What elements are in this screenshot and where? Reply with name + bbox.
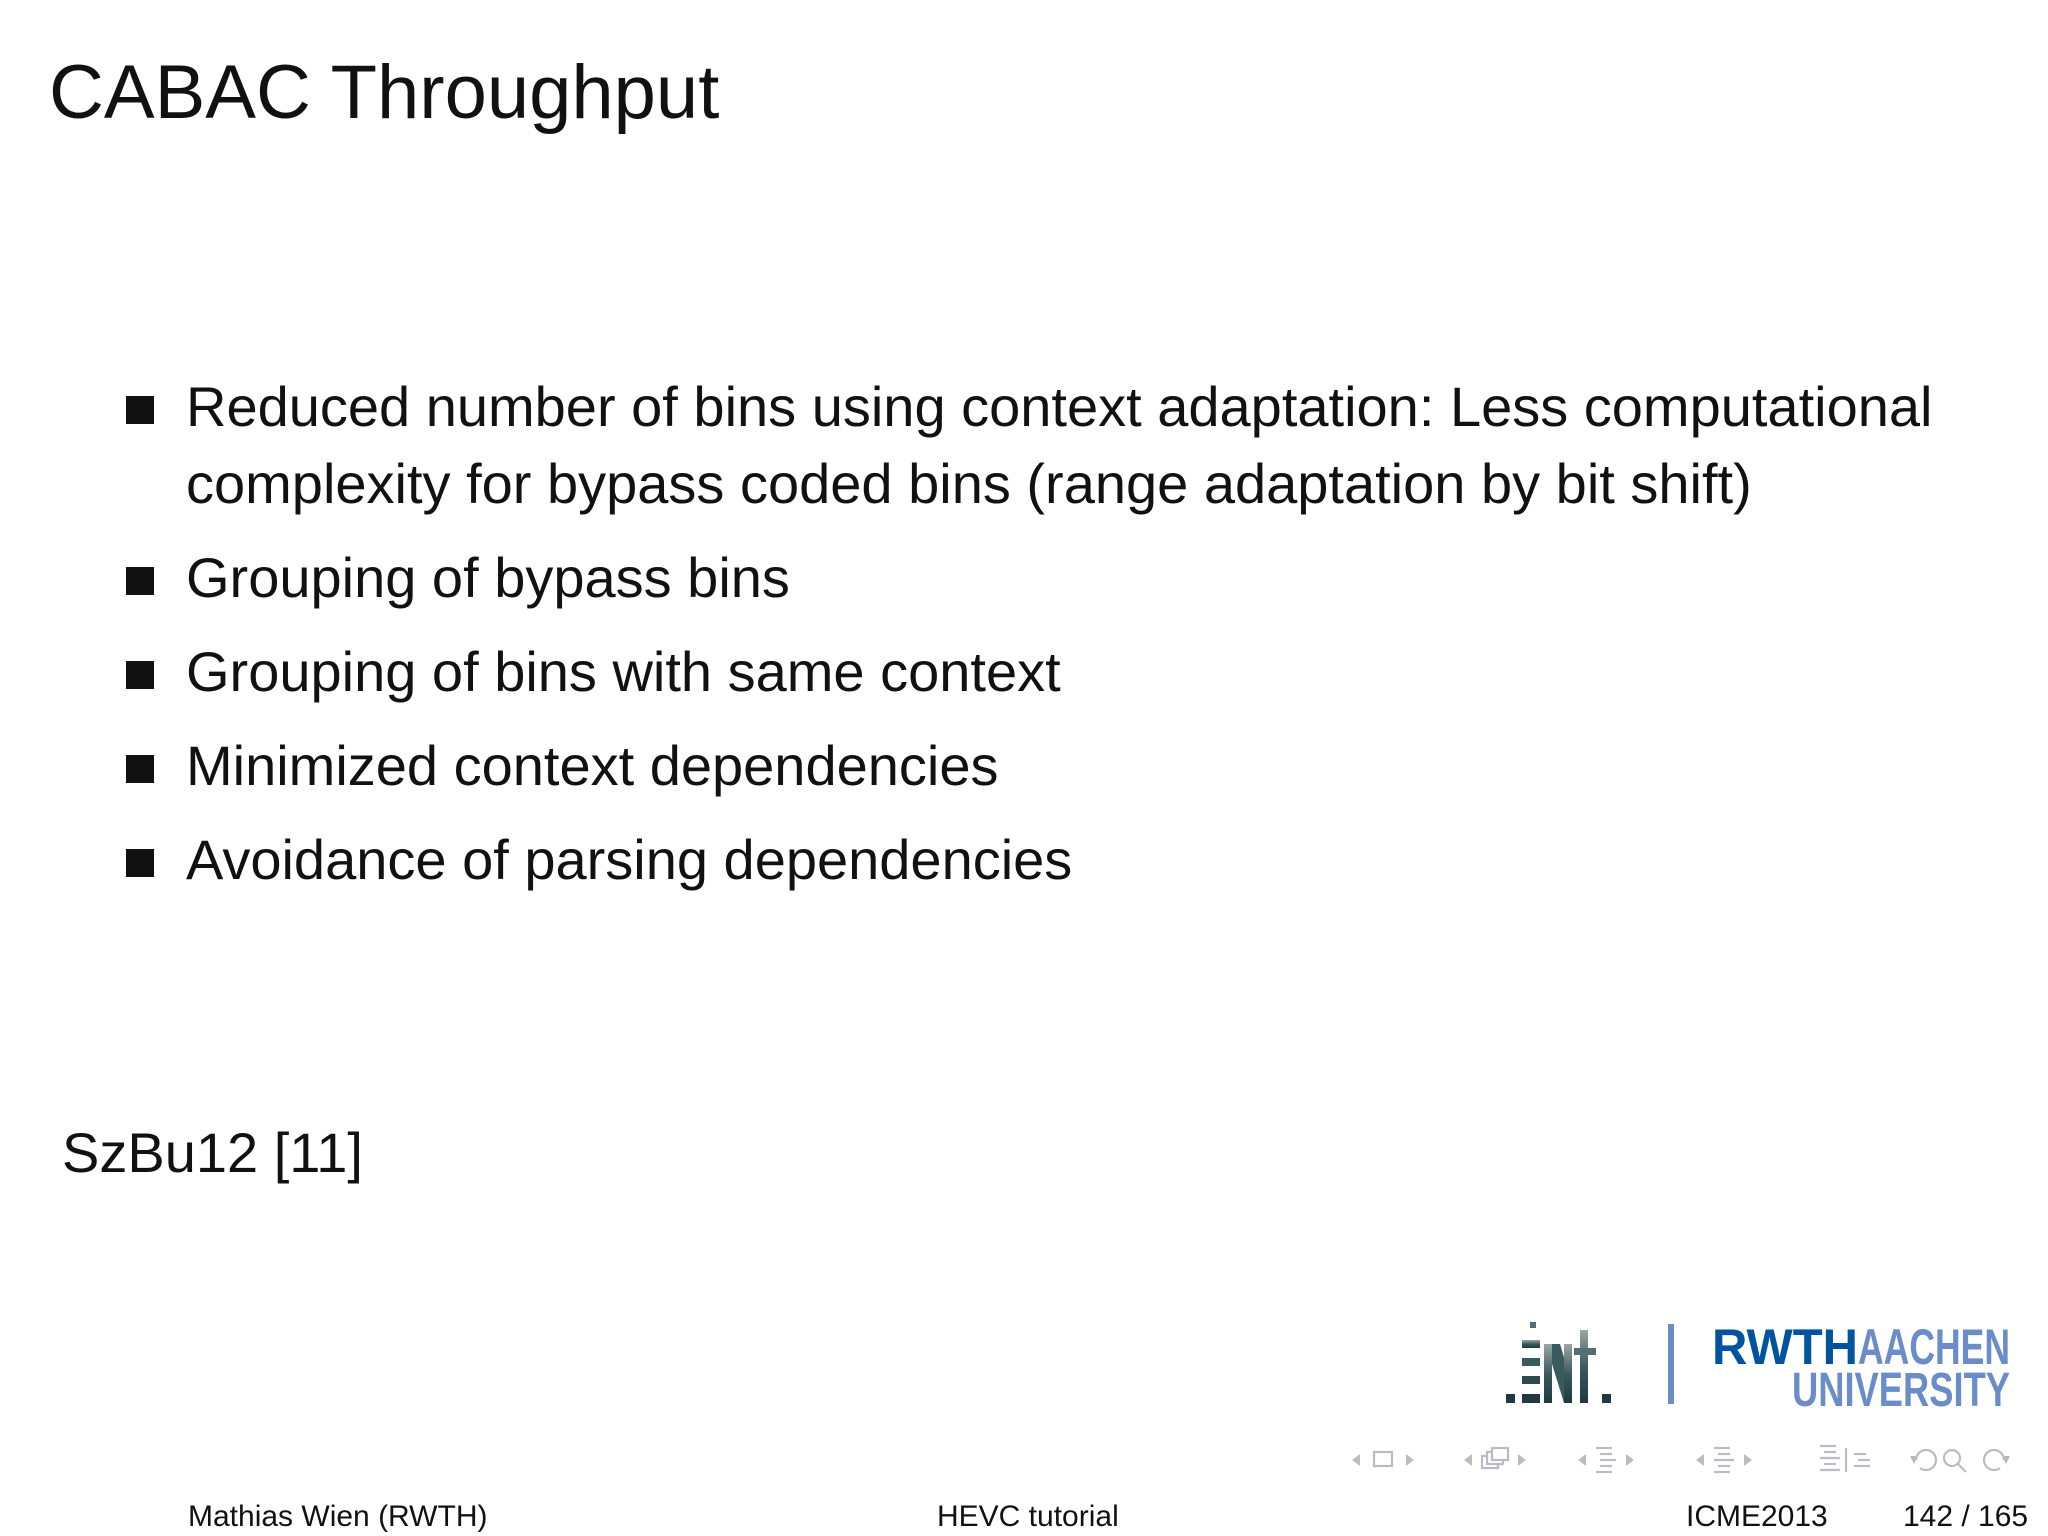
prev-slide-icon[interactable] — [1352, 1454, 1360, 1466]
search-icon[interactable] — [1944, 1450, 1966, 1472]
logo-separator — [1668, 1324, 1674, 1404]
footer-page-number: 142 / 165 — [1903, 1500, 2029, 1533]
reference-citation: SzBu12 [11] — [62, 1121, 363, 1184]
slide-title: CABAC Throughput — [49, 50, 720, 135]
undo-icon[interactable] — [1910, 1450, 1936, 1470]
footer-talk-title: HEVC tutorial — [937, 1500, 1119, 1533]
next-section-icon[interactable] — [1744, 1454, 1752, 1466]
bullet-square-icon — [126, 396, 154, 424]
bullet-text: Grouping of bins with same context — [186, 640, 1061, 703]
bullet-square-icon — [126, 755, 154, 783]
subsection-icon[interactable] — [1596, 1448, 1616, 1472]
bullet-square-icon — [126, 661, 154, 689]
logo-area — [1500, 1314, 2030, 1414]
prev-subsection-icon[interactable] — [1578, 1454, 1586, 1466]
bullet-square-icon — [126, 849, 154, 877]
bullet-list — [126, 368, 1986, 915]
navigation-bar[interactable] — [1340, 1440, 2040, 1476]
bullet-text: Avoidance of parsing dependencies — [186, 828, 1073, 891]
bullet-square-icon — [126, 567, 154, 595]
toc-icon[interactable] — [1854, 1454, 1870, 1466]
bullet-item — [126, 821, 1986, 898]
next-frame-icon[interactable] — [1518, 1454, 1526, 1466]
bullet-item — [126, 633, 1986, 710]
footer-event: ICME2013 — [1686, 1500, 1828, 1533]
bullet-text: Grouping of bypass bins — [186, 546, 790, 609]
section-icon[interactable] — [1714, 1448, 1734, 1472]
aachen-wordmark: AACHEN — [1858, 1319, 2010, 1375]
bullet-item — [126, 368, 1986, 522]
document-icon[interactable] — [1820, 1446, 1846, 1472]
prev-section-icon[interactable] — [1696, 1454, 1704, 1466]
bullet-text: Minimized context dependencies — [186, 734, 999, 797]
next-slide-icon[interactable] — [1406, 1454, 1414, 1466]
redo-icon[interactable] — [1984, 1450, 2010, 1470]
rwth-wordmark: RWTH — [1712, 1319, 1858, 1375]
footer-author: Mathias Wien (RWTH) — [188, 1500, 488, 1533]
prev-frame-icon[interactable] — [1464, 1454, 1472, 1466]
next-subsection-icon[interactable] — [1626, 1454, 1634, 1466]
bullet-item — [126, 539, 1986, 616]
bullet-item — [126, 727, 1986, 804]
frame-icon[interactable] — [1482, 1448, 1508, 1468]
slide-icon[interactable] — [1374, 1452, 1392, 1466]
bullet-text: Reduced number of bins using context adaptation: Less computational complexity for bypass coded bins (range adaptation by bit shift) — [186, 375, 1933, 515]
ient-logo — [1506, 1322, 1611, 1403]
university-wordmark: UNIVERSITY — [1792, 1364, 2010, 1414]
rwth-logo — [1712, 1319, 2010, 1414]
